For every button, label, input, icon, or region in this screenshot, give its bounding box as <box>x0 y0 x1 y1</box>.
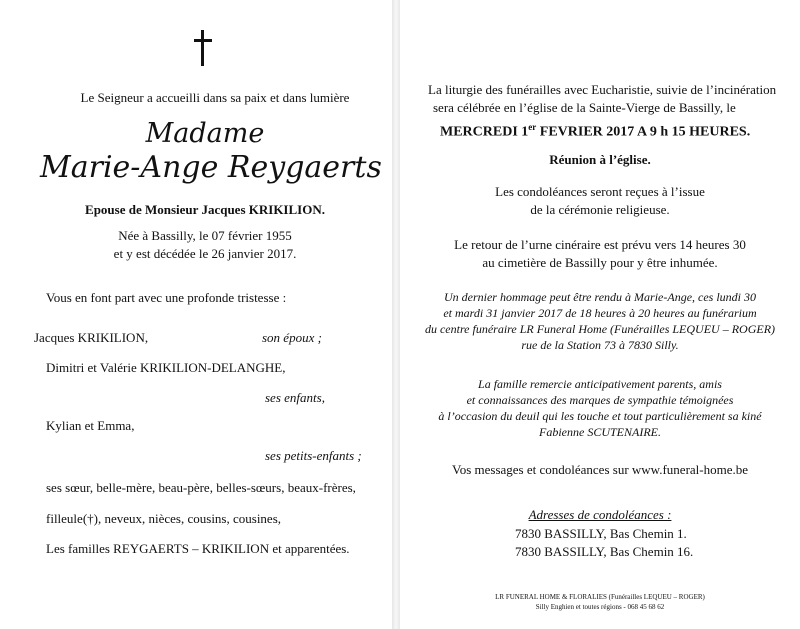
condolences-line-2: de la cérémonie religieuse. <box>530 202 670 217</box>
date-part-1: MERCREDI 1 <box>440 124 529 140</box>
birth-line: Née à Bassilly, le 07 février 1955 <box>118 228 292 243</box>
liturgy-line-1: La liturgie des funérailles avec Eucharistie, suivie de l’incinération <box>428 82 777 97</box>
spouse-text: Epouse de Monsieur Jacques KRIKILION. <box>85 202 325 217</box>
ceremony-date <box>440 122 750 141</box>
urn-line-1: Le retour de l’urne cinéraire est prévu vers 14 heures 30 <box>454 237 746 252</box>
cross-icon <box>194 30 212 66</box>
family-name: Dimitri et Valérie KRIKILION-DELANGHE, <box>46 360 286 375</box>
meeting-line: Réunion à l’église. <box>549 152 651 167</box>
family-name: Jacques KRIKILION, <box>34 330 149 345</box>
family-name: Kylian et Emma, <box>46 418 135 433</box>
death-line: et y est décédée le 26 janvier 2017. <box>113 246 297 261</box>
left-page <box>0 0 392 629</box>
announce-line: Vous en font part avec une profonde tristesse : <box>46 290 287 305</box>
footer-line-2: Silly Enghien et toutes régions - 068 45 68 62 <box>535 603 665 611</box>
hommage-line: rue de la Station 73 à 7830 Silly. <box>521 338 679 352</box>
spouse-line <box>60 202 350 218</box>
relatives-line-2: filleule(†), neveux, nièces, cousins, cousines, <box>46 511 282 526</box>
liturgy-line-2: sera célébrée en l’église de la Sainte-Vierge de Bassilly, le <box>433 100 736 115</box>
deceased-name: Marie-Ange Reygaerts <box>40 150 382 185</box>
right-page <box>400 0 800 629</box>
thanks-line: à l’occasion du deuil qui les touche et tout particulièrement sa kiné <box>438 409 762 423</box>
hommage-line: Un dernier hommage peut être rendu à Marie-Ange, ces lundi 30 <box>443 290 757 304</box>
family-role: ses enfants, <box>265 390 325 405</box>
hommage-line: et mardi 31 janvier 2017 de 18 heures à 20 heures au funérarium <box>443 306 757 320</box>
footer-line-1: LR FUNERAL HOME & FLORALIES (Funérailles LEQUEU – ROGER) <box>495 593 705 601</box>
intro-text: Le Seigneur a accueilli dans sa paix et dans lumière <box>80 90 350 105</box>
thanks-line: La famille remercie anticipativement parents, amis <box>478 377 722 391</box>
fold-divider <box>392 0 400 629</box>
address-line-2: 7830 BASSILLY, Bas Chemin 16. <box>515 544 694 559</box>
thanks-line: et connaissances des marques de sympathie témoignées <box>466 393 734 407</box>
family-role: son époux ; <box>262 330 322 345</box>
urn-line-2: au cimetière de Bassilly pour y être inhumée. <box>482 255 718 270</box>
hommage-line: du centre funéraire LR Funeral Home (Funérailles LEQUEU – ROGER) <box>424 322 776 336</box>
date-sup: er <box>528 122 537 132</box>
address-line-1: 7830 BASSILLY, Bas Chemin 1. <box>515 526 687 541</box>
addresses-title: Adresses de condoléances : <box>528 507 672 522</box>
relatives-line-3: Les familles REYGAERTS – KRIKILION et apparentées. <box>46 541 350 556</box>
relatives-line-1: ses sœur, belle-mère, beau-père, belles-sœurs, beaux-frères, <box>46 480 356 495</box>
family-role: ses petits-enfants ; <box>265 448 362 463</box>
date-part-2: FEVRIER 2017 A 9 h 15 HEURES. <box>536 124 751 140</box>
title-madame: Madame <box>145 118 265 149</box>
website-line: Vos messages et condoléances sur www.funeral-home.be <box>451 462 749 477</box>
thanks-line: Fabienne SCUTENAIRE. <box>539 425 661 439</box>
condolences-line-1: Les condoléances seront reçues à l’issue <box>495 184 705 199</box>
